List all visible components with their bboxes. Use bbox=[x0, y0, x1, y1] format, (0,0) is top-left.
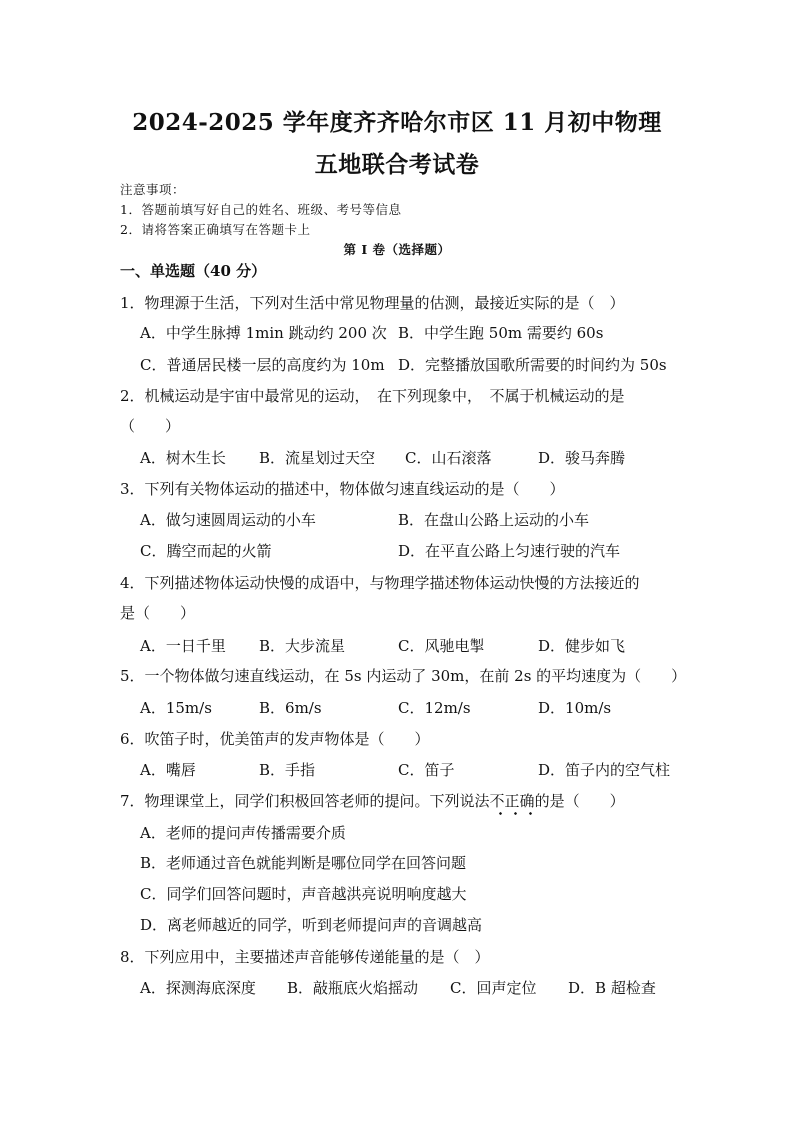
question-6-option-d: D．笛子内的空气柱 bbox=[538, 761, 671, 779]
volume-title: 第 I 卷（选择题） bbox=[343, 242, 451, 257]
question-7-option-d: D．离老师越近的同学，听到老师提问声的音调越高 bbox=[140, 916, 483, 934]
question-3-option-c: C．腾空而起的火箭 bbox=[140, 542, 272, 560]
question-6-option-a: A．嘴唇 bbox=[140, 761, 196, 779]
question-3-option-a: A．做匀速圆周运动的小车 bbox=[140, 511, 316, 529]
question-7-stem bbox=[120, 791, 625, 811]
question-6-stem: 6．吹笛子时，优美笛声的发声物体是（ ） bbox=[120, 730, 430, 748]
question-8-option-d: D．B 超检查 bbox=[568, 979, 656, 997]
question-7-option-c: C．同学们回答问题时，声音越洪亮说明响度越大 bbox=[140, 885, 467, 903]
question-7-stem-after: 的是（ ） bbox=[534, 792, 625, 810]
question-1-stem: 1．物理源于生活，下列对生活中常见物理量的估测，最接近实际的是（ ） bbox=[120, 294, 625, 312]
question-8-option-a: A．探测海底深度 bbox=[140, 979, 256, 997]
question-1-option-a: A．中学生脉搏 1min 跳动约 200 次 bbox=[140, 324, 387, 342]
question-4-option-b: B．大步流星 bbox=[259, 637, 346, 655]
notice-item-1: 1．答题前填写好自己的姓名、班级、考号等信息 bbox=[120, 202, 402, 217]
question-8-option-c: C．回声定位 bbox=[450, 979, 537, 997]
question-1-option-c: C．普通居民楼一层的高度约为 10m bbox=[140, 356, 385, 374]
question-7-stem-before: 7．物理课堂上，同学们积极回答老师的提问。下列说法 bbox=[120, 792, 490, 810]
question-2-option-a: A．树木生长 bbox=[140, 449, 226, 467]
exam-title-line1: 2024-2025 学年度齐齐哈尔市区 11 月初中物理 bbox=[132, 109, 662, 136]
question-1-option-b: B．中学生跑 50m 需要约 60s bbox=[398, 324, 604, 342]
question-7-emphasis: 不正确 bbox=[489, 792, 535, 810]
notice-item-2: 2．请将答案正确填写在答题卡上 bbox=[120, 222, 311, 237]
question-4-stem-continued: 是（ ） bbox=[120, 604, 196, 622]
question-4-option-c: C．风驰电掣 bbox=[398, 637, 485, 655]
question-8-stem: 8．下列应用中，主要描述声音能够传递能量的是（ ） bbox=[120, 948, 490, 966]
question-4-stem: 4．下列描述物体运动快慢的成语中，与物理学描述物体运动快慢的方法接近的 bbox=[120, 574, 640, 592]
exam-title-line2: 五地联合考试卷 bbox=[314, 151, 480, 178]
question-7-option-a: A．老师的提问声传播需要介质 bbox=[140, 824, 346, 842]
question-6-option-c: C．笛子 bbox=[398, 761, 455, 779]
question-5-option-b: B．6m/s bbox=[259, 699, 322, 717]
question-7-option-b: B．老师通过音色就能判断是哪位同学在回答问题 bbox=[140, 854, 467, 872]
question-2-option-b: B．流星划过天空 bbox=[259, 449, 376, 467]
question-2-stem-continued: （ ） bbox=[120, 417, 181, 435]
question-2-option-d: D．骏马奔腾 bbox=[538, 449, 626, 467]
question-3-option-d: D．在平直公路上匀速行驶的汽车 bbox=[398, 542, 621, 560]
question-3-stem: 3．下列有关物体运动的描述中，物体做匀速直线运动的是（ ） bbox=[120, 480, 565, 498]
question-1-option-d: D．完整播放国歌所需要的时间约为 50s bbox=[398, 356, 667, 374]
question-6-option-b: B．手指 bbox=[259, 761, 316, 779]
question-8-option-b: B．敲瓶底火焰摇动 bbox=[287, 979, 419, 997]
question-5-option-a: A．15m/s bbox=[140, 699, 212, 717]
question-5-stem: 5．一个物体做匀速直线运动，在 5s 内运动了 30m，在前 2s 的平均速度为（ ） bbox=[120, 667, 687, 685]
question-5-option-c: C．12m/s bbox=[398, 699, 471, 717]
question-4-option-a: A．一日千里 bbox=[140, 637, 226, 655]
question-2-stem: 2．机械运动是宇宙中最常见的运动， 在下列现象中， 不属于机械运动的是 bbox=[120, 387, 625, 405]
question-3-option-b: B．在盘山公路上运动的小车 bbox=[398, 511, 590, 529]
section-title: 一、单选题（40 分） bbox=[120, 262, 267, 280]
question-4-option-d: D．健步如飞 bbox=[538, 637, 626, 655]
question-2-option-c: C．山石滚落 bbox=[405, 449, 492, 467]
notice-heading: 注意事项： bbox=[120, 182, 186, 197]
question-5-option-d: D．10m/s bbox=[538, 699, 612, 717]
